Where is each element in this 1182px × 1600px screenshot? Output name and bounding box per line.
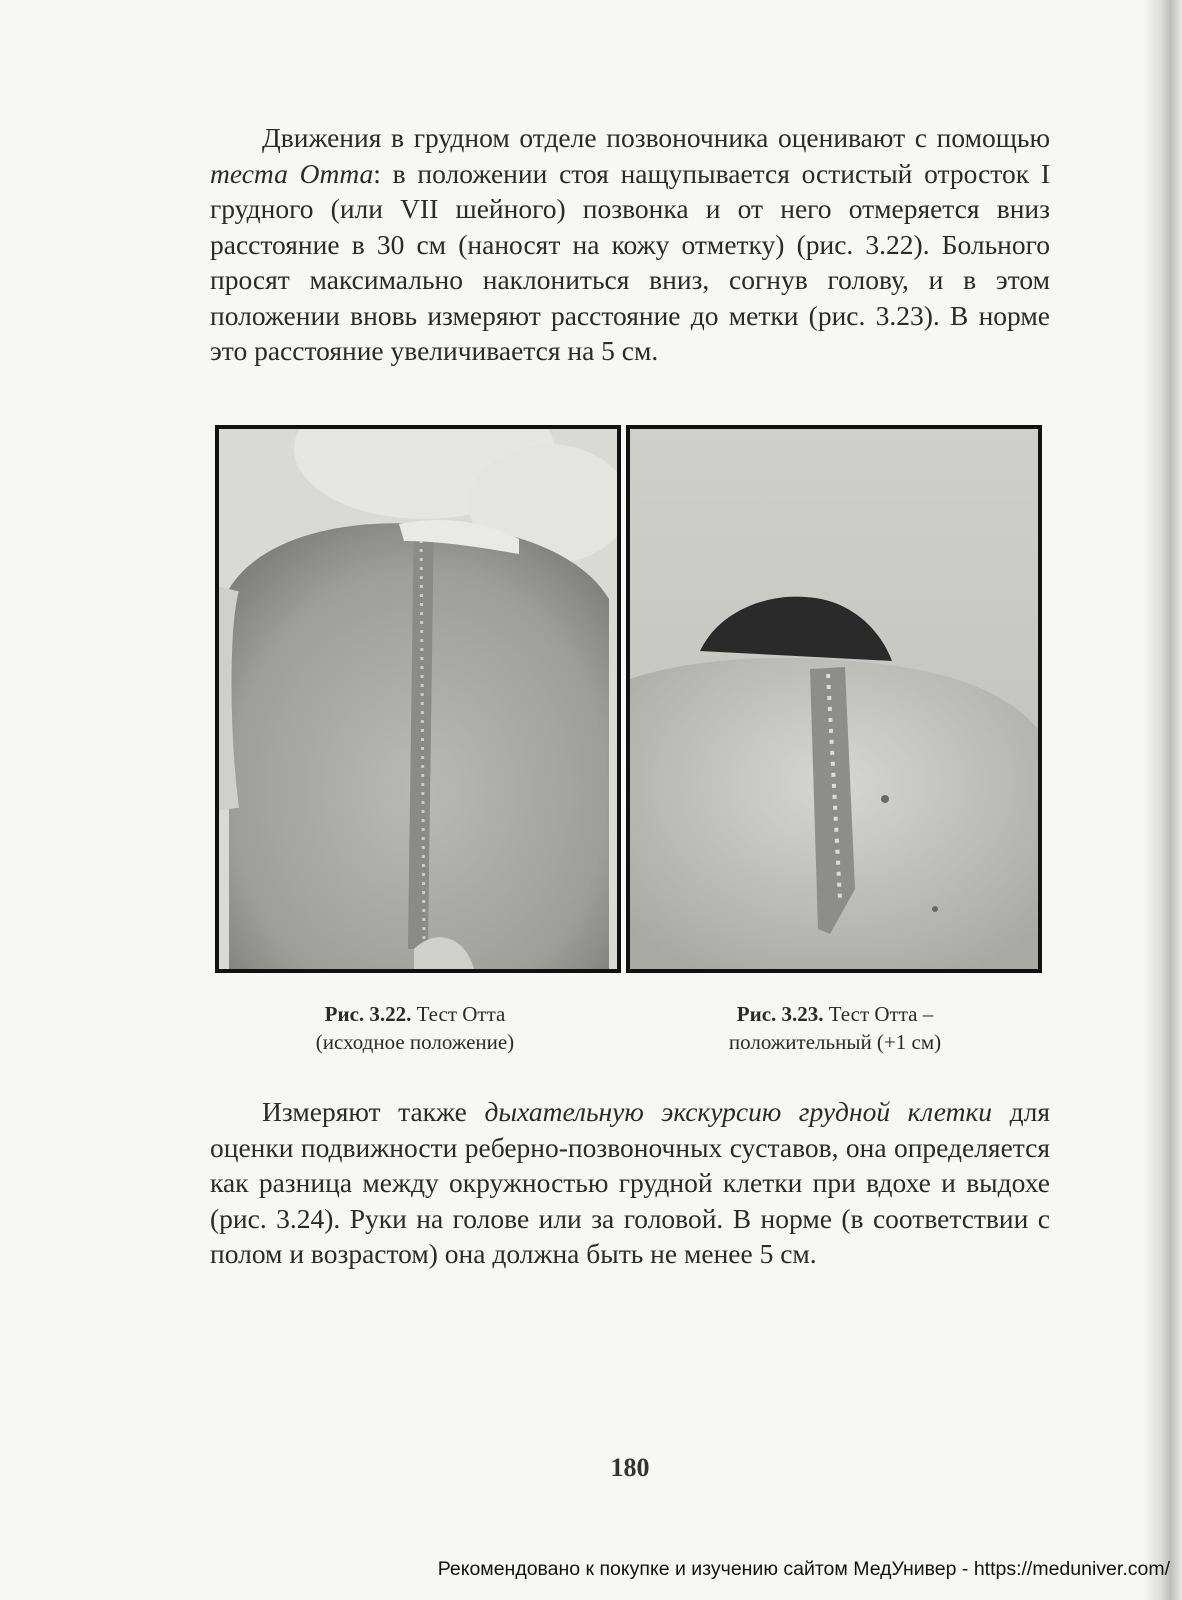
footer-recommendation: Рекомендовано к покупке и изучению сайтом МедУнивер - https://meduniver.com/ bbox=[437, 1558, 1170, 1580]
back-with-tape-photo bbox=[219, 429, 617, 969]
figure-3-22-label: Рис. 3.22. bbox=[324, 1002, 412, 1026]
page-edge-shadow bbox=[1144, 0, 1182, 1600]
figure-3-23-photo bbox=[626, 425, 1042, 973]
paragraph2-rest: для оценки подвижности реберно-позвоночных суставов, она определяется как разница между окружностью грудной клетки при вдохе и выдохе (рис. 3.24). Руки на голове или за головой. В норме (в соответствии с полом и возрастом) она должна быть не менее 5 см. bbox=[210, 1096, 1050, 1269]
figure-3-23-subtitle: положительный (+1 см) bbox=[728, 1030, 942, 1054]
paragraph-otto-test bbox=[210, 120, 1050, 369]
figure-3-22-subtitle: (исходное положение) bbox=[315, 1030, 515, 1054]
paragraph2-term: дыхательную экскурсию грудной клетки bbox=[484, 1096, 993, 1127]
figure-3-23-title: Тест Отта – bbox=[828, 1002, 934, 1026]
figure-3-22-caption bbox=[250, 1000, 580, 1056]
paragraph-chest-excursion bbox=[210, 1094, 1050, 1272]
figure-3-23-caption bbox=[660, 1000, 1010, 1056]
bent-back-with-tape-photo bbox=[630, 429, 1038, 969]
page-number: 180 bbox=[610, 1453, 650, 1482]
paragraph1-rest: : в положении стоя нащупывается остистый отросток I грудного (или VII шейного) позвонка и от него отмеряется вниз расстояние в 30 см (наносят на кожу отметку) (рис. 3.22). Больного просят максимально наклониться вниз, согнув голову, и в этом положении вновь измеряют расстояние до метки (рис. 3.23). В норме это расстояние увеличивается на 5 см. bbox=[210, 157, 1050, 366]
paragraph1-term: теста Отта bbox=[210, 157, 374, 189]
paragraph2-lead: Измеряют также bbox=[262, 1096, 485, 1127]
figure-3-22-photo bbox=[215, 425, 621, 973]
figure-3-22-title: Тест Отта bbox=[416, 1002, 506, 1026]
paragraph1-lead: Движения в грудном отделе позвоночника оценивают с помощью bbox=[262, 122, 1050, 153]
figure-3-23-label: Рис. 3.23. bbox=[736, 1002, 824, 1026]
